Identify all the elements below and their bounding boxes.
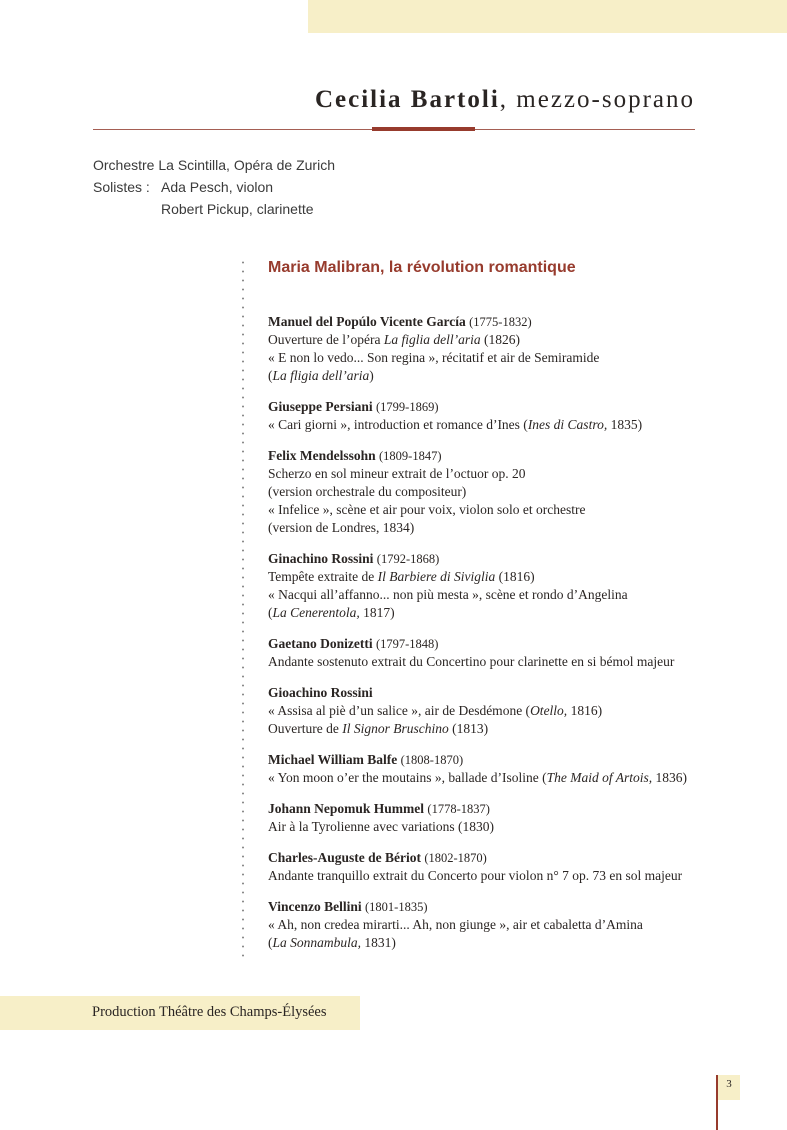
program-entry xyxy=(268,635,708,671)
top-decorative-band xyxy=(308,0,787,33)
composer-line xyxy=(268,849,708,867)
piece-line xyxy=(268,818,708,836)
composer-line xyxy=(268,313,708,331)
composer-name: Johann Nepomuk Hummel xyxy=(268,801,425,816)
work-title: La Sonnambula, xyxy=(272,935,362,950)
composer-dates: (1775-1832) xyxy=(469,315,532,329)
piece-text: Tempête extraite de xyxy=(268,569,378,584)
piece-text: « Yon moon o’er the moutains », ballade d’Isoline ( xyxy=(268,770,547,785)
piece-line xyxy=(268,867,708,885)
performers-block xyxy=(93,154,335,220)
work-title: Il Signor Bruschino xyxy=(342,721,449,736)
piece-text: (version orchestrale du compositeur) xyxy=(268,484,467,499)
piece-line xyxy=(268,934,708,952)
composer-dates: (1797-1848) xyxy=(375,637,439,651)
composer-dates: (1792-1868) xyxy=(376,552,440,566)
soloists-line-2 xyxy=(93,198,335,220)
composer-dates: (1809-1847) xyxy=(379,449,442,463)
dotted-margin-line xyxy=(242,258,244,958)
composer-name: Manuel del Popúlo Vicente García xyxy=(268,314,466,329)
piece-text: Ouverture de xyxy=(268,721,343,736)
work-title: Il Barbiere di Siviglia xyxy=(377,569,496,584)
piece-line xyxy=(268,519,708,537)
piece-text: « Cari giorni », introduction et romance d’Ines ( xyxy=(268,417,528,432)
composer-line xyxy=(268,898,708,916)
orchestra-line: Orchestre La Scintilla, Opéra de Zurich xyxy=(93,157,335,173)
composer-dates: (1778-1837) xyxy=(427,802,490,816)
piece-text: « Assisa al piè d’un salice », air de Desdémone ( xyxy=(268,703,531,718)
program-list xyxy=(268,313,708,965)
piece-line xyxy=(268,586,708,604)
piece-text: 1836) xyxy=(652,770,687,785)
piece-line xyxy=(268,604,708,622)
page-number: 3 xyxy=(726,1078,732,1090)
composer-line xyxy=(268,751,708,769)
work-title: La figlia dell’aria xyxy=(383,332,481,347)
piece-text: 1817) xyxy=(359,605,395,620)
artist-voice: , mezzo-soprano xyxy=(499,86,695,113)
piece-text: « Nacqui all’affanno... non più mesta », scène et rondo d’Angelina xyxy=(268,587,628,602)
piece-line xyxy=(268,367,708,385)
work-title: Ines di Castro, xyxy=(527,417,608,432)
composer-name: Giuseppe Persiani xyxy=(268,399,373,414)
piece-line xyxy=(268,331,708,349)
piece-text: 1816) xyxy=(567,703,603,718)
work-title: The Maid of Artois, xyxy=(546,770,653,785)
title-divider-accent xyxy=(372,127,475,131)
work-title: Otello, xyxy=(530,703,568,718)
composer-name: Felix Mendelssohn xyxy=(268,448,376,463)
piece-line xyxy=(268,916,708,934)
program-entry xyxy=(268,898,708,952)
piece-line xyxy=(268,483,708,501)
program-entry xyxy=(268,313,708,385)
program-entry xyxy=(268,684,708,738)
piece-text: 1831) xyxy=(361,935,396,950)
composer-dates: (1808-1870) xyxy=(400,753,464,767)
piece-text: Air à la Tyrolienne avec variations (1830) xyxy=(268,819,494,834)
composer-name: Charles-Auguste de Bériot xyxy=(268,850,421,865)
composer-name: Michael William Balfe xyxy=(268,752,398,767)
program-entry xyxy=(268,447,708,537)
work-title: La fligia dell’aria xyxy=(272,368,370,383)
piece-line xyxy=(268,501,708,519)
piece-text: Andante tranquillo extrait du Concerto pour violon n° 7 op. 73 en sol majeur xyxy=(268,868,683,883)
piece-text: « Infelice », scène et air pour voix, violon solo et orchestre xyxy=(268,502,586,517)
piece-text: (version de Londres, 1834) xyxy=(268,520,415,535)
piece-line xyxy=(268,465,708,483)
piece-line xyxy=(268,769,708,787)
composer-line xyxy=(268,550,708,568)
piece-text: « E non lo vedo... Son regina », récitatif et air de Semiramide xyxy=(268,350,600,365)
program-entry xyxy=(268,550,708,622)
piece-text: « Ah, non credea mirarti... Ah, non giunge », air et cabaletta d’Amina xyxy=(268,917,643,932)
piece-line xyxy=(268,720,708,738)
work-title: La Cenerentola, xyxy=(272,605,360,620)
composer-dates: (1802-1870) xyxy=(424,851,487,865)
composer-name: Ginachino Rossini xyxy=(268,551,374,566)
composer-name: Vincenzo Bellini xyxy=(268,899,362,914)
program-entry xyxy=(268,398,708,434)
soloist-1: Ada Pesch, violon xyxy=(161,179,274,195)
program-entry xyxy=(268,800,708,836)
composer-dates: (1799-1869) xyxy=(376,400,439,414)
program-entry xyxy=(268,751,708,787)
composer-name: Gaetano Donizetti xyxy=(268,636,373,651)
program-entry xyxy=(268,849,708,885)
piece-text: (1816) xyxy=(495,569,535,584)
piece-text: ( xyxy=(268,935,273,950)
piece-text: (1826) xyxy=(480,332,520,347)
section-title: Maria Malibran, la révolution romantique xyxy=(268,259,576,276)
soloist-2: Robert Pickup, clarinette xyxy=(161,201,314,217)
piece-text: 1835) xyxy=(607,417,643,432)
piece-line xyxy=(268,653,708,671)
composer-line xyxy=(268,447,708,465)
piece-text: Andante sostenuto extrait du Concertino pour clarinette en si bémol majeur xyxy=(268,654,675,669)
piece-text: ) xyxy=(369,368,374,383)
composer-name: Gioachino Rossini xyxy=(268,685,373,700)
piece-line xyxy=(268,568,708,586)
composer-line xyxy=(268,800,708,818)
artist-name: Cecilia Bartoli xyxy=(314,86,500,113)
composer-line xyxy=(268,635,708,653)
piece-line xyxy=(268,416,708,434)
page-title xyxy=(93,86,695,114)
piece-text: ( xyxy=(268,605,273,620)
piece-text: Scherzo en sol mineur extrait de l’octuor op. 20 xyxy=(268,466,526,481)
piece-text: Ouverture de l’opéra xyxy=(268,332,384,347)
production-credit: Production Théâtre des Champs-Élysées xyxy=(92,1004,327,1020)
soloists-label: Solistes : xyxy=(93,179,150,195)
composer-line xyxy=(268,398,708,416)
piece-text: ( xyxy=(268,368,273,383)
piece-text: (1813) xyxy=(448,721,489,736)
composer-dates: (1801-1835) xyxy=(365,900,428,914)
piece-line xyxy=(268,349,708,367)
piece-line xyxy=(268,702,708,720)
soloists-line xyxy=(93,176,335,198)
composer-line xyxy=(268,684,708,702)
